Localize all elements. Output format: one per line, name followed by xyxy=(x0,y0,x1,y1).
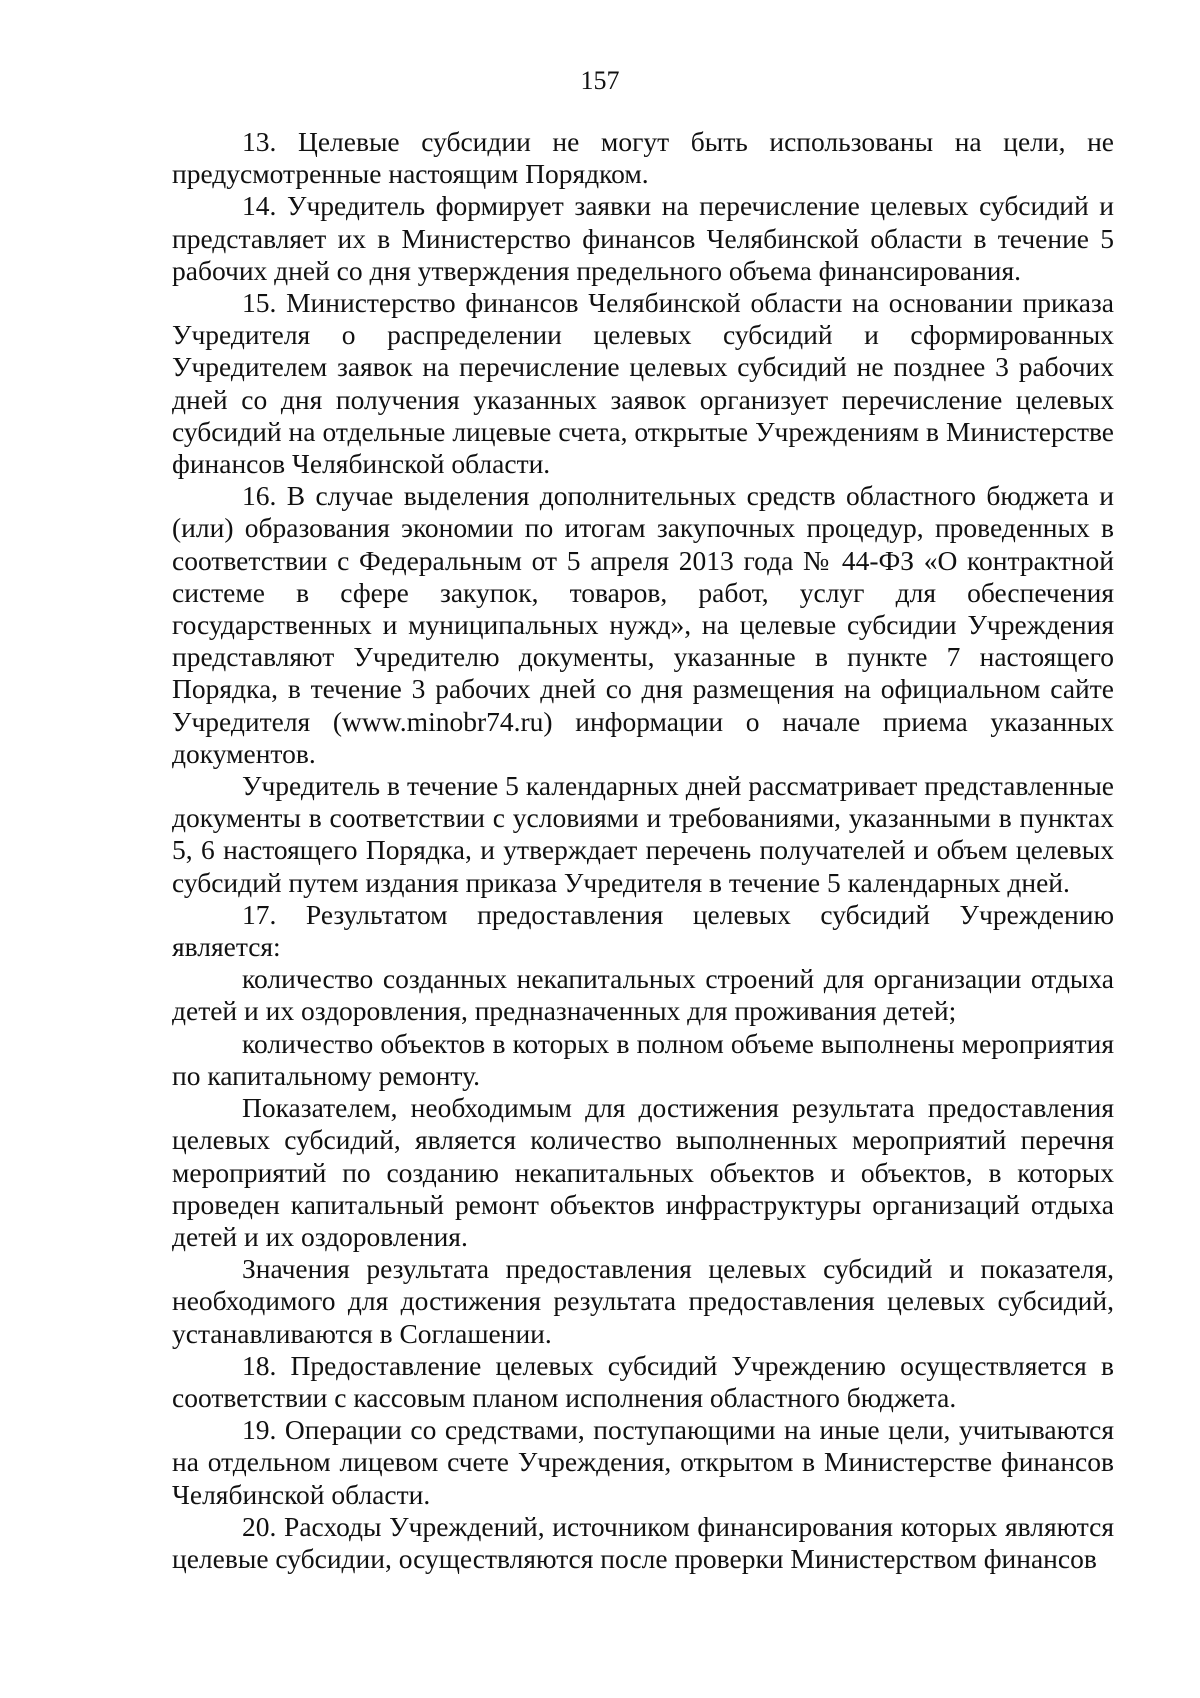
paragraph-17-item-1: количество созданных некапитальных строений для организации отдыха детей и их оздоровления, предназначенных для проживания детей; xyxy=(172,963,1114,1027)
paragraph-20: 20. Расходы Учреждений, источником финансирования которых являются целевые субсидии, осуществляются после проверки Министерством финансов xyxy=(172,1510,1114,1574)
paragraph-15: 15. Министерство финансов Челябинской области на основании приказа Учредителя о распределении целевых субсидий и сформированных Учредителем заявок на перечисление целевых субсидий не позднее 3 рабочих дней со дня получения указанных заявок организует перечисление целевых субсидий на отдельные лицевые счета, открытые Учреждениям в Министерстве финансов Челябинской области. xyxy=(172,287,1114,480)
paragraph-13: 13. Целевые субсидии не могут быть использованы на цели, не предусмотренные настоящим Порядком. xyxy=(172,126,1114,190)
paragraph-18: 18. Предоставление целевых субсидий Учреждению осуществляется в соответствии с кассовым планом исполнения областного бюджета. xyxy=(172,1349,1114,1413)
paragraph-14: 14. Учредитель формирует заявки на перечисление целевых субсидий и представляет их в Министерство финансов Челябинской области в течение 5 рабочих дней со дня утверждения предельного объема финансирования. xyxy=(172,190,1114,286)
document-body xyxy=(172,126,1114,1575)
page-number: 157 xyxy=(580,66,620,95)
paragraph-17: 17. Результатом предоставления целевых субсидий Учреждению является: xyxy=(172,898,1114,963)
paragraph-16: 16. В случае выделения дополнительных средств областного бюджета и (или) образования экономии по итогам закупочных процедур, проведенных в соответствии с Федеральным от 5 апреля 2013 года № 44-ФЗ «О контрактной системе в сфере закупок, товаров, работ, услуг для обеспечения государственных и муниципальных нужд», на целевые субсидии Учреждения представляют Учредителю документы, указанные в пункте 7 настоящего Порядка, в течение 3 рабочих дней со дня размещения на официальном сайте Учредителя (www.minobr74.ru) информации о начале приема указанных документов. xyxy=(172,480,1114,769)
paragraph-indicator: Показателем, необходимым для достижения результата предоставления целевых субсидий, является количество выполненных мероприятий перечня мероприятий по созданию некапитальных объектов и объектов, в которых проведен капитальный ремонт объектов инфраструктуры организаций отдыха детей и их оздоровления. xyxy=(172,1092,1114,1252)
paragraph-values: Значения результата предоставления целевых субсидий и показателя, необходимого для достижения результата предоставления целевых субсидий, устанавливаются в Соглашении. xyxy=(172,1253,1114,1349)
paragraph-16-continuation: Учредитель в течение 5 календарных дней рассматривает представленные документы в соответствии с условиями и требованиями, указанными в пунктах 5, 6 настоящего Порядка, и утверждает перечень получателей и объем целевых субсидий путем издания приказа Учредителя в течение 5 календарных дней. xyxy=(172,770,1114,898)
paragraph-19: 19. Операции со средствами, поступающими на иные цели, учитываются на отдельном лицевом счете Учреждения, открытом в Министерстве финансов Челябинской области. xyxy=(172,1414,1114,1510)
paragraph-17-item-2: количество объектов в которых в полном объеме выполнены мероприятия по капитальному ремонту. xyxy=(172,1027,1114,1091)
